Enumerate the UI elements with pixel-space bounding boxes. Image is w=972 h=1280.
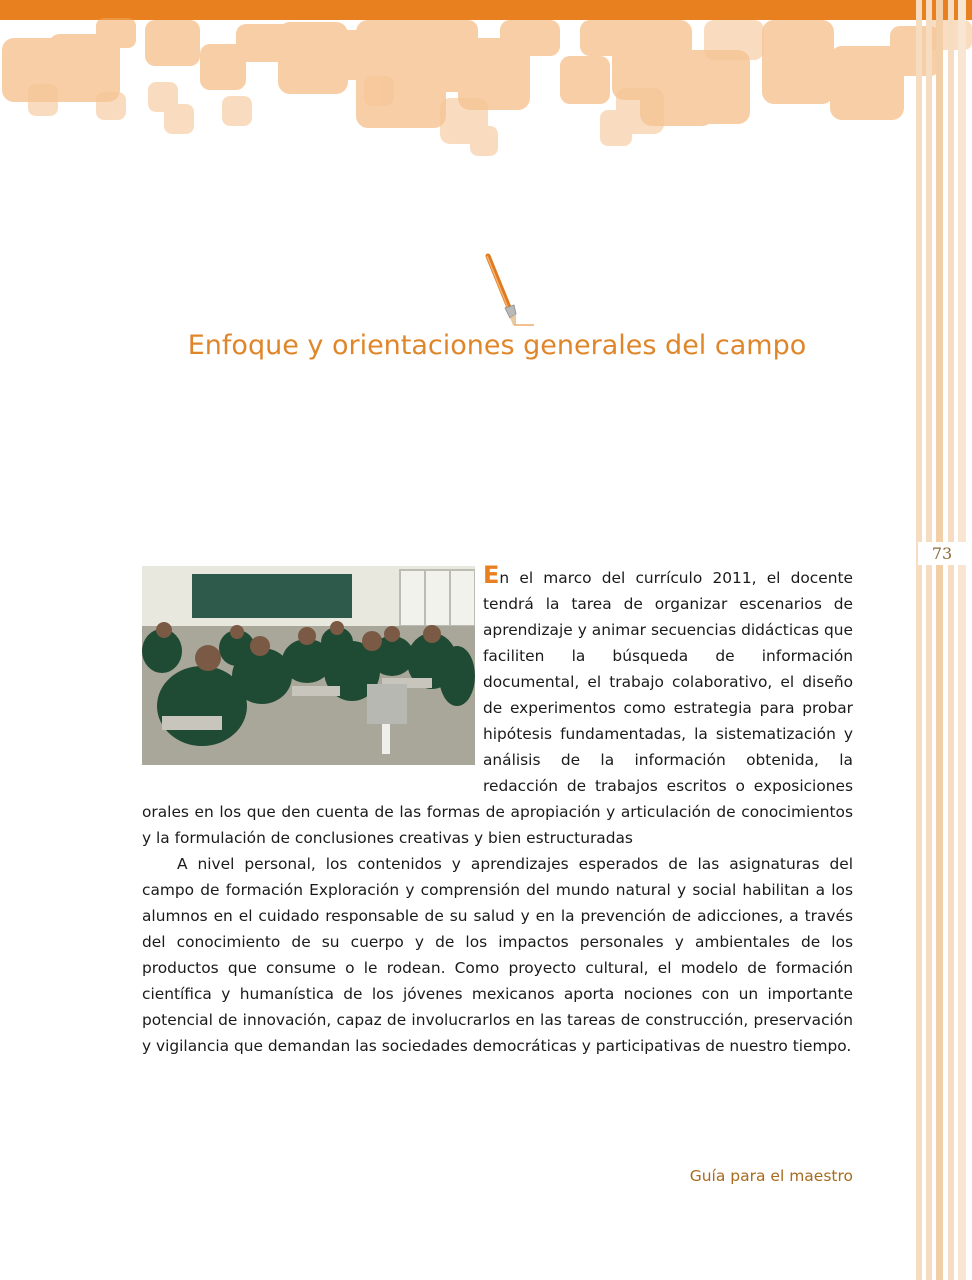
photo-wrap-spacer — [142, 565, 483, 785]
paragraph-2: A nivel personal, los contenidos y aprendizajes esperados de las asignaturas del campo de formación Exploración y comprensión del mundo natural y social habilitan a los alumnos en el cuidado responsable de su salud y en la prevención de adicciones, a través del conocimiento de su cuerpo y de los impactos personales y ambientales de los productos que consume o le rodean. Como proyecto cultural, el modelo de formación científica y humanística de los jóvenes mexicanos aporta nociones con un importante potencial de innovación, capaz de involucrarlos en las tareas de construcción, preservación y vigilancia que demandan las sociedades democráticas y participativas de nuestro tiempo. — [142, 855, 853, 1055]
header-decoration — [0, 0, 972, 170]
section-title: Enfoque y orientaciones generales del campo — [187, 330, 807, 361]
drop-cap: E — [483, 561, 500, 589]
page-number: 73 — [918, 542, 966, 565]
body-text — [142, 561, 853, 1059]
footer-text: Guía para el maestro — [689, 1167, 853, 1185]
paintbrush-icon — [478, 252, 538, 330]
right-border-stripes — [912, 0, 972, 1280]
paragraph-1-text: n el marco del currículo 2011, el docente tendrá la tarea de organizar escenarios de aprendizaje y animar secuencias didácticas que faciliten la búsqueda de información documental, el trabajo colaborativo, el diseño de experimentos como estrategia para probar hipótesis fundamentadas, la sistematización y análisis de la información obtenida, la redacción de trabajos escritos o exposiciones orales en los que den cuenta de las formas de apropiación y articulación de conocimientos y la formulación de conclusiones creativas y bien estructuradas — [142, 569, 853, 847]
